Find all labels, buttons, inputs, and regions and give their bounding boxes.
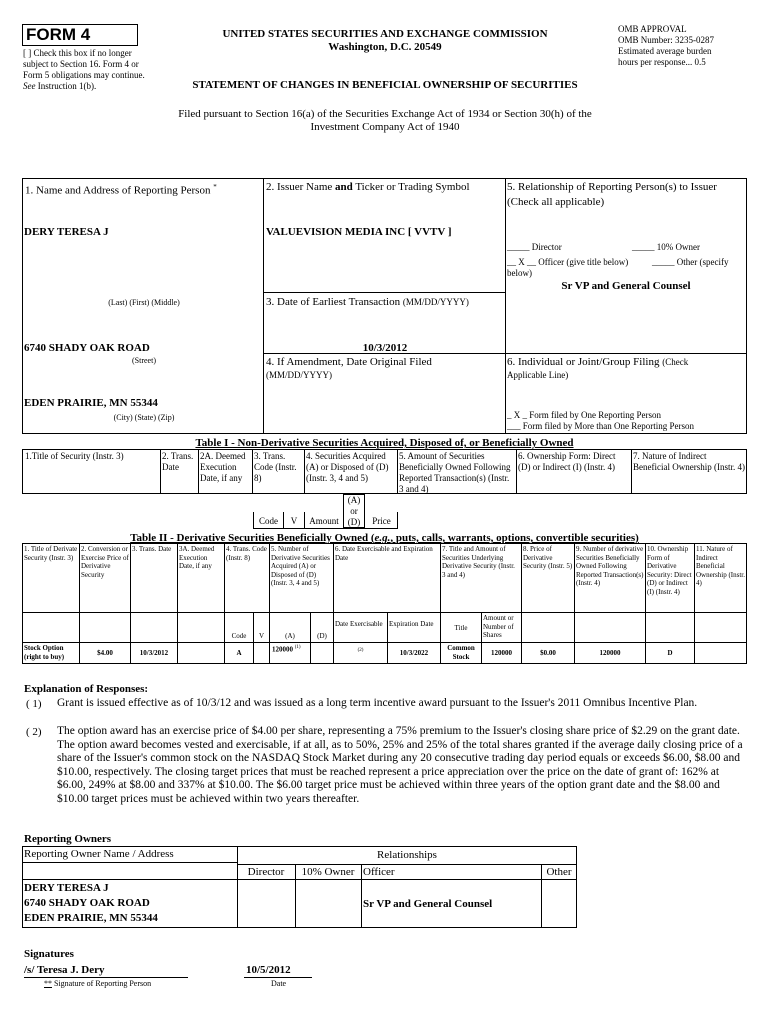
box6-label: 6. Individual or Joint/Group Filing (Check bbox=[507, 356, 689, 368]
signature-label: ** Signature of Reporting Person bbox=[44, 979, 152, 988]
t1-col5: 5. Amount of Securities Beneficially Owned Following Reported Transaction(s) (Instr. 3 and 4) bbox=[399, 451, 511, 494]
t2-row-form: D bbox=[667, 649, 673, 657]
t1-sub-v: V bbox=[290, 516, 298, 526]
rel-ten-pct: _____ 10% Owner bbox=[632, 242, 700, 252]
box5-sub: (Check all applicable) bbox=[507, 196, 605, 208]
t2-col8: 8. Price of Derivative Security (Instr. 5) bbox=[523, 545, 573, 570]
statement-title: STATEMENT OF CHANGES IN BENEFICIAL OWNERSHIP OF SECURITIES bbox=[192, 79, 578, 91]
t1-col3: 3. Trans. Code (Instr. 8) bbox=[254, 451, 297, 483]
box1-label: 1. Name and Address of Reporting Person * bbox=[25, 183, 217, 197]
checkbox-note: [ ] Check this box if no longer subject to Section 16. Form 4 or Form 5 obligations may continue. See Instruction 1(b). bbox=[23, 48, 145, 91]
t2-div bbox=[269, 543, 270, 664]
filed-pursuant: Filed pursuant to Section 16(a) of the Securities Exchange Act of 1934 or Section 30(h) of the Investment Company Act of 1940 bbox=[178, 108, 592, 133]
table1-title: Table I - Non-Derivative Securities Acquired, Disposed of, or Beneficially Owned bbox=[195, 437, 574, 449]
t2-row-trans-date: 10/3/2012 bbox=[139, 649, 169, 657]
explanation-heading: Explanation of Responses: bbox=[24, 683, 149, 695]
box5-label: 5. Relationship of Reporting Person(s) to Issuer bbox=[507, 181, 717, 193]
t2-div bbox=[130, 543, 131, 664]
t2-row-conv-price: $4.00 bbox=[97, 649, 113, 657]
owner-officer-title: Sr VP and General Counsel bbox=[363, 898, 493, 910]
t2-col3a: 3A. Deemed Execution Date, if any bbox=[179, 545, 215, 570]
reporting-person-city: EDEN PRAIRIE, MN 55344 bbox=[24, 397, 158, 409]
date-line bbox=[244, 977, 312, 978]
t2-col1: 1. Title of Derivate Security (Instr. 3) bbox=[24, 545, 78, 562]
owners-col-10: 10% Owner bbox=[301, 866, 355, 878]
t2-div bbox=[574, 543, 575, 664]
owner-name: DERY TERESA J bbox=[24, 882, 109, 894]
rel-other: _____ Other (specify bbox=[652, 257, 729, 267]
divider-h-box6 bbox=[505, 353, 747, 354]
reporting-person-name: DERY TERESA J bbox=[24, 226, 109, 238]
signer-name: /s/ Teresa J. Dery bbox=[24, 964, 105, 976]
t2-div bbox=[224, 543, 225, 664]
t1-col2a: 2A. Deemed Execution Date, if any bbox=[200, 451, 246, 483]
filing-more: ___ Form filed by More than One Reporting Person bbox=[507, 421, 694, 431]
owners-div bbox=[361, 864, 362, 928]
t1-sub-amount: Amount bbox=[309, 516, 339, 526]
signature-line bbox=[24, 977, 188, 978]
t2-col2: 2. Conversion or Exercise Price of Derivative Security bbox=[81, 545, 129, 579]
box3-label: 3. Date of Earliest Transaction (MM/DD/YYYY) bbox=[266, 296, 469, 308]
t2-row-expiration: 10/3/2022 bbox=[399, 649, 429, 657]
t2-row-code: A bbox=[236, 649, 242, 657]
t2-row-acquired: 120000 $^{(1)}$ bbox=[272, 645, 301, 654]
signature-date: 10/5/2012 bbox=[246, 964, 291, 976]
date-label: Date bbox=[271, 979, 287, 988]
signatures-heading: Signatures bbox=[24, 948, 74, 960]
t2-sub-v: V bbox=[258, 632, 265, 640]
owners-col-director: Director bbox=[247, 866, 285, 878]
earliest-transaction-date: 10/3/2012 bbox=[362, 342, 408, 354]
table2-title: Table II - Derivative Securities Beneficially Owned (e.g., puts, calls, warrants, options, convertible securities) bbox=[130, 532, 639, 544]
t2-sub-exp: Expiration Date bbox=[389, 620, 434, 628]
t2-col9: 9. Number of derivative Securities Beneficially Owned Following Reported Transaction(s) (Instr. 4) bbox=[576, 545, 644, 587]
t2-div bbox=[177, 543, 178, 664]
owner-street: 6740 SHADY OAK ROAD bbox=[24, 897, 150, 909]
t2-col7: 7. Title and Amount of Securities Underlying Derivative Security (Instr. 3 and 4) bbox=[442, 545, 515, 579]
t1-sub-line bbox=[253, 528, 398, 529]
box4-format: (MM/DD/YYYY) bbox=[266, 370, 332, 380]
city-label: (City) (State) (Zip) bbox=[113, 413, 175, 422]
t1-div bbox=[304, 449, 305, 494]
explanation-num-1: ( 1) bbox=[26, 698, 42, 710]
owners-col-other: Other bbox=[546, 866, 572, 878]
t2-row-price: $0.00 bbox=[540, 649, 556, 657]
owners-heading: Reporting Owners bbox=[24, 833, 112, 845]
t2-sub-title: Title bbox=[454, 624, 468, 632]
box4-label: 4. If Amendment, Date Original Filed bbox=[266, 356, 432, 368]
t1-col1: 1.Title of Security (Instr. 3) bbox=[25, 451, 124, 461]
owners-div bbox=[22, 879, 577, 880]
t2-sub-d: (D) bbox=[317, 632, 327, 640]
rel-officer: __ X __ Officer (give title below) bbox=[507, 257, 629, 267]
t2-div bbox=[521, 543, 522, 664]
t1-sub-code: Code bbox=[259, 516, 278, 526]
issuer-name: VALUEVISION MEDIA INC [ VVTV ] bbox=[266, 226, 452, 238]
t2-sub-a: (A) bbox=[285, 632, 295, 640]
owner-city: EDEN PRAIRIE, MN 55344 bbox=[24, 912, 158, 924]
t1-div bbox=[198, 449, 199, 494]
t1-col6: 6. Ownership Form: Direct (D) or Indirect (I) (Instr. 4) bbox=[518, 451, 616, 472]
t2-sub-date-ex: Date Exercisable bbox=[335, 620, 383, 628]
t2-sub-code: Code bbox=[231, 632, 247, 640]
t1-col7: 7. Nature of Indirect Beneficial Ownership (Instr. 4) bbox=[633, 451, 745, 472]
t2-div bbox=[694, 543, 695, 664]
owners-col-officer: Officer bbox=[363, 866, 395, 878]
divider-h-box3 bbox=[263, 292, 506, 293]
reporting-person-street: 6740 SHADY OAK ROAD bbox=[24, 342, 150, 354]
explanation-text-2: The option award has an exercise price of $4.00 per share, representing a 75% premium to the Issuer's closing share price of $2.29 on the grant date. The option award becomes vested and exercisable, if at all, as to 50%, 25% and 25% of the total shares granted if the average daily closing price of a share of the Issuer's common stock on the NASDAQ Stock Market during any 20 consecutive trading day period equals or exceeds $6.00, $8.00 and $10.00, respectively. The closing target prices that must be reached represent a price appreciation over the price on the date of grant of: 162% at $6.00, 249% at $8.00 and 337% at $10.00. The $6.00 target price must be achieved within three years of the option grant date and the $8.00 and $10.00 target prices must be achieved within two years thereafter. bbox=[57, 725, 743, 805]
t2-div bbox=[645, 543, 646, 664]
t2-col3: 3. Trans. Date bbox=[132, 545, 172, 553]
name-parts-label: (Last) (First) (Middle) bbox=[108, 298, 180, 307]
t1-col4: 4. Securities Acquired (A) or Disposed of (D) (Instr. 3, 4 and 5) bbox=[306, 451, 389, 483]
t2-row-underlying-title: Common Stock bbox=[447, 644, 475, 661]
box6-applicable: Applicable Line) bbox=[507, 370, 569, 380]
box2-label: 2. Issuer Name and Ticker or Trading Symbol bbox=[266, 181, 470, 193]
t2-row-owned: 120000 bbox=[599, 649, 621, 657]
t2-col4: 4. Trans. Code (Instr. 8) bbox=[226, 545, 267, 562]
officer-title: Sr VP and General Counsel bbox=[561, 280, 691, 292]
t1-sub-aord-text: (A) or (D) bbox=[347, 495, 361, 527]
t1-col2: 2. Trans. Date bbox=[162, 451, 194, 472]
t1-div bbox=[160, 449, 161, 494]
agency-line2: Washington, D.C. 20549 bbox=[328, 41, 442, 53]
t1-div bbox=[631, 449, 632, 494]
owners-div bbox=[22, 862, 237, 863]
t1-div bbox=[252, 449, 253, 494]
explanation-num-2: ( 2) bbox=[26, 726, 42, 738]
t2-row-date-exercisable: (2) bbox=[357, 648, 364, 653]
t1-sub-price: Price bbox=[372, 516, 391, 526]
t2-sub-amount: Amount or Number of Shares bbox=[483, 614, 514, 639]
filing-one: _ X _ Form filed by One Reporting Person bbox=[507, 410, 661, 420]
t2-col6: 6. Date Exercisable and Expiration Date bbox=[335, 545, 433, 562]
omb-box: OMB APPROVAL OMB Number: 3235-0287 Estimated average burden hours per response... 0.5 bbox=[618, 24, 714, 67]
rel-below: below) bbox=[507, 268, 532, 278]
t1-div bbox=[397, 449, 398, 494]
agency-line1: UNITED STATES SECURITIES AND EXCHANGE COMMISSION bbox=[222, 28, 548, 40]
t2-col5: 5. Number of Derivative Securities Acquired (A) or Disposed of (D) (Instr. 3, 4 and 5) bbox=[271, 545, 330, 587]
owners-col-name: Reporting Owner Name / Address bbox=[24, 848, 174, 860]
form-title: FORM 4 bbox=[26, 25, 91, 44]
street-label: (Street) bbox=[132, 356, 156, 365]
t1-sub-div bbox=[397, 512, 398, 528]
t2-col10: 10. Ownership Form of Derivative Security: Direct (D) or Indirect (I) (Instr. 4) bbox=[647, 545, 692, 596]
owners-col-rel: Relationships bbox=[377, 849, 437, 861]
t2-col11: 11. Nature of Indirect Beneficial Ownership (Instr. 4) bbox=[696, 545, 745, 587]
t2-row-underlying-amount: 120000 bbox=[491, 649, 512, 657]
t2-row-title: Stock Option (right to buy) bbox=[24, 644, 65, 661]
explanation-text-1: Grant is issued effective as of 10/3/12 and was issued as a long term incentive award pursuant to the Issuer's 2011 Omnibus Incentive Plan. bbox=[57, 697, 698, 709]
rel-director: _____ Director bbox=[507, 242, 562, 252]
t2-div bbox=[333, 543, 334, 664]
divider-v2 bbox=[505, 178, 506, 434]
owners-div bbox=[237, 864, 577, 865]
t1-div bbox=[516, 449, 517, 494]
